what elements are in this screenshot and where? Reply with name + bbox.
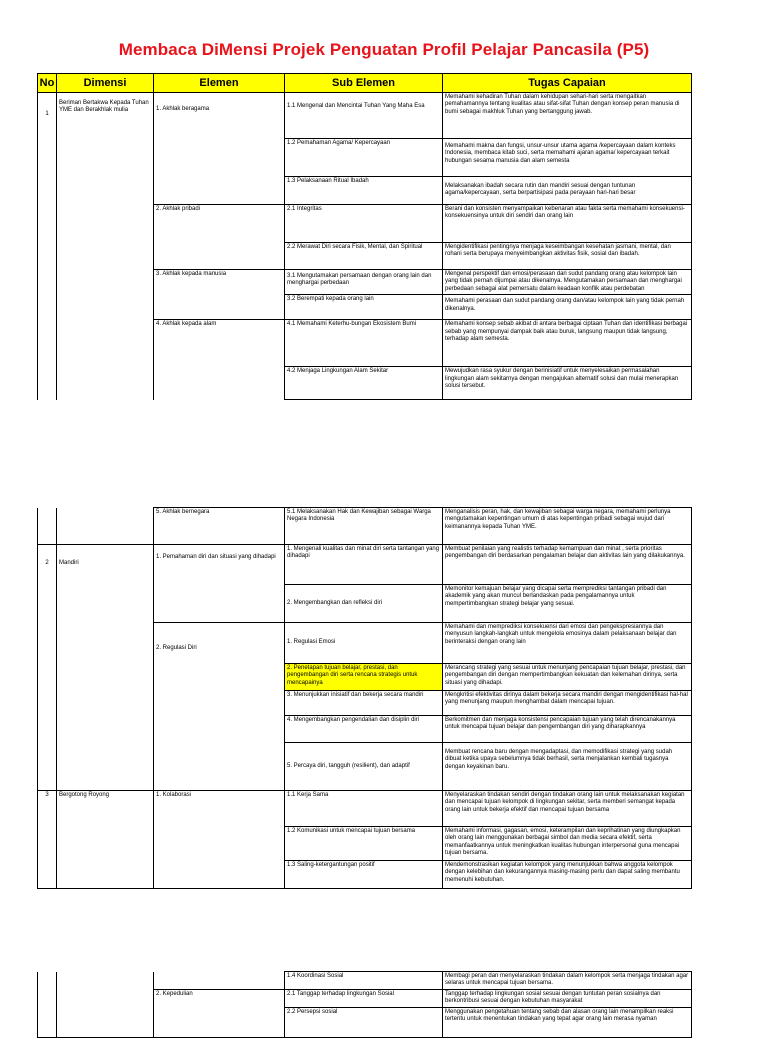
tugas-capaian-cell: Memahami makna dan fungsi, unsur-unsur utama agama /kepercayaan dalam konteks Indonesia, membaca kitab suci, serta memahami ajaran agama/ kepercayaan terkait hubungan sesama manusia dan alam semesta	[443, 139, 692, 177]
row-number: 1	[38, 93, 57, 400]
tugas-capaian-cell: Memahami informasi, gagasan, emosi, keterampilan dan keprihatinan yang diungkapkan oleh orang lain menggunakan berbagai simbol dan media secara efektif, serta memanfaatkannya untuk meningkatkan kualitas hubungan interpersonal guna mencapai tujuan bersama.	[443, 827, 692, 861]
sub-elemen-cell-highlighted: 2. Penetapan tujuan belajar, prestasi, dan pengembangan diri serta rencana strategis untuk mencapainya	[285, 664, 443, 691]
sub-elemen-cell: 1.1 Kerja Sama	[285, 791, 443, 827]
elemen-cell: 4. Akhlak kepada alam	[154, 320, 285, 400]
row-number: 2	[38, 545, 57, 791]
sub-elemen-cell: 4.2 Menjaga Lingkungan Alam Sekitar	[285, 367, 443, 400]
tugas-capaian-cell: Berkomitmen dan menjaga konsistensi pencapaian tujuan yang telah direncanakannya untuk mencapai tujuan belajar dan pengembangan diri yang diharapkannya	[443, 716, 692, 743]
sub-elemen-cell: 3.1 Mengutamakan persamaan dengan orang lain dan menghargai perbedaan	[285, 270, 443, 295]
row-number	[38, 972, 57, 1038]
sub-elemen-cell: 2.1 Integritas	[285, 205, 443, 243]
tugas-capaian-cell: Memahami perasaan dan sudut pandang orang dan/atau kelompok lain yang tidak pernah dikenalnya.	[443, 295, 692, 320]
tugas-capaian-cell: Membuat rencana baru dengan mengadaptasi, dan memodifikasi strategi yang sudah dibuat ketika upaya sebelumnya tidak berhasil, serta menjalankan kembali tugasnya dengan keyakinan baru.	[443, 743, 692, 791]
page-title: Membaca DiMensi Projek Penguatan Profil Pelajar Pancasila (P5)	[118, 40, 650, 59]
p5-table-page-2	[37, 507, 692, 889]
tugas-capaian-cell: Memahami kehadiran Tuhan dalam kehidupan sehari-hari serta mengaitkan pemahamannya tentang kualitas atau sifat-sifat Tuhan dengan konsep peran manusia di bumi sebagai makhluk Tuhan yang bertanggung jawab.	[443, 93, 692, 139]
elemen-cell: 3. Akhlak kepada manusia	[154, 270, 285, 320]
row-number	[38, 508, 57, 545]
dimensi-cell: Mandiri	[57, 545, 154, 791]
dimensi-cell	[57, 508, 154, 545]
sub-elemen-cell: 1.3 Pelaksanaan Ritual Ibadah	[285, 177, 443, 205]
tugas-capaian-cell: Merancang strategi yang sesuai untuk menunjang pencapaian tujuan belajar, prestasi, dan pengembangan diri dengan mempertimbangkan kekuatan dan kelemahan dirinya, serta situasi yang dihadapi.	[443, 664, 692, 691]
sub-elemen-cell: 4. Mengembangkan pengendalian dan disiplin diri	[285, 716, 443, 743]
tugas-capaian-cell: Melaksanakan ibadah secara rutin dan mandiri sesuai dengan tuntunan agama/kepercayaan, serta berpartisipasi pada perayaan hari-hari besar	[443, 177, 692, 205]
elemen-cell: 1. Pemahaman diri dan situasi yang dihadapi	[154, 545, 285, 623]
dimensi-cell: Beriman Bertakwa Kepada Tuhan YME dan Berakhlak mulia	[57, 93, 154, 400]
elemen-cell: 5. Akhlak bernegara	[154, 508, 285, 545]
sub-elemen-cell: 3. Menunjukkan inisiatif dan bekerja secara mandiri	[285, 691, 443, 716]
sub-elemen-cell: 1.2 Komunikasi untuk mencapai tujuan bersama	[285, 827, 443, 861]
tugas-capaian-cell: Mewujudkan rasa syukur dengan berinisiatif untuk menyelesaikan permasalahan lingkungan alam sekitarnya dengan mengajukan alternatif solusi dan mulai menerapkan solusi tersebut.	[443, 367, 692, 400]
sub-elemen-cell: 1. Regulasi Emosi	[285, 623, 443, 664]
tugas-capaian-cell: Mengkritisi efektivitas dirinya dalam bekerja secara mandiri dengan mengidentifikasi hal-hal yang menunjang maupun menghambat dalam mencapai tujuan.	[443, 691, 692, 716]
tugas-capaian-cell: Memahami konsep sebab akibat di antara berbagai ciptaan Tuhan dan identifikasi berbagai sebab yang mempunyai dampak baik atau buruk, langsung maupun tidak langsung, terhadap alam semesta.	[443, 320, 692, 367]
sub-elemen-cell: 2.1 Tanggap terhadap lingkungan Sosial	[285, 989, 443, 1007]
sub-elemen-cell: 1.4 Koordinasi Sosial	[285, 972, 443, 990]
p5-table-page-1	[37, 73, 692, 400]
header-dimensi: Dimensi	[57, 74, 154, 93]
elemen-cell: 2. Kepedulian	[154, 989, 285, 1037]
elemen-cell: 2. Regulasi Diri	[154, 623, 285, 791]
sub-elemen-cell: 1. Mengenali kualitas dan minat diri serta tantangan yang dihadapi	[285, 545, 443, 585]
tugas-capaian-cell: Tanggap terhadap lingkungan sosial sesuai dengan tuntutan peran sosialnya dan berkontribusi sesuai dengan kebutuhan masyarakat	[443, 989, 692, 1007]
sub-elemen-cell: 2. Mengembangkan dan refleksi diri	[285, 585, 443, 623]
header-elemen: Elemen	[154, 74, 285, 93]
elemen-cell: 1. Kolaborasi	[154, 791, 285, 889]
sub-elemen-cell: 1.3 Saling-ketergantungan positif	[285, 861, 443, 889]
dimensi-cell: Bergotong Royong	[57, 791, 154, 889]
tugas-capaian-cell: Menganalisis peran, hak, dan kewajiban sebagai warga negara, memahami perlunya mengutamakan kepentingan umum di atas kepentingan pribadi sebagai wujud dari keimanannya kepada Tuhan YME.	[443, 508, 692, 545]
tugas-capaian-cell: Menyelaraskan tindakan sendiri dengan tindakan orang lain untuk melaksanakan kegiatan dan mencapai tujuan kelompok di lingkungan sekitar, serta memberi semangat kepada orang lain untuk bekerja efektif dan mencapai tujuan bersama	[443, 791, 692, 827]
tugas-capaian-cell: Mengidentifikasi pentingnya menjaga keseimbangan kesehatan jasmani, mental, dan rohani serta berupaya menyeimbangkan aktivitas fisik, sosial dan ibadah.	[443, 243, 692, 270]
sub-elemen-cell: 1.2 Pemahaman Agama/ Kepercayaan	[285, 139, 443, 177]
sub-elemen-cell: 5.1 Melaksanakan Hak dan Kewajiban sebagai Warga Negara Indonesia	[285, 508, 443, 545]
tugas-capaian-cell: Menggunakan pengetahuan tentang sebab dan alasan orang lain menampilkan reaksi tertentu untuk menentukan tindakan yang tepat agar orang lain merasa nyaman	[443, 1007, 692, 1037]
tugas-capaian-cell: Memahami dan memprediksi konsekuensi dari emosi dan pengekspresiannya dan menyusun langkah-langkah untuk mengelola emosinya dalam pelaksanaan belajar dan berinteraksi dengan orang lain	[443, 623, 692, 664]
sub-elemen-cell: 4.1 Memahami Keterhu-bungan Ekosistem Bumi	[285, 320, 443, 367]
tugas-capaian-cell: Mendemonstrasikan kegiatan kelompok yang menunjukkan bahwa anggota kelompok dengan kelebihan dan kekurangannya masing-masing perlu dan dapat saling membantu memenuhi kebutuhan.	[443, 861, 692, 889]
header-no: No	[38, 74, 57, 93]
sub-elemen-cell: 1.1 Mengenal dan Mencintai Tuhan Yang Maha Esa	[285, 93, 443, 139]
header-sub-elemen: Sub Elemen	[285, 74, 443, 93]
p5-table-page-3	[37, 971, 692, 1038]
sub-elemen-cell: 5. Percaya diri, tangguh (resilient), dan adaptif	[285, 743, 443, 791]
sub-elemen-cell: 2.2 Persepsi sosial	[285, 1007, 443, 1037]
dimensi-cell	[57, 972, 154, 1038]
tugas-capaian-cell: Membagi peran dan menyelaraskan tindakan dalam kelompok serta menjaga tindakan agar selaras untuk mencapai tujuan bersama.	[443, 972, 692, 990]
elemen-cell: 2. Akhlak pribadi	[154, 205, 285, 270]
sub-elemen-cell: 2.2 Merawat Diri secara Fisik, Mental, dan Spiritual	[285, 243, 443, 270]
header-tugas-capaian: Tugas Capaian	[443, 74, 692, 93]
tugas-capaian-cell: Berani dan konsisten menyampaikan kebenaran atau fakta serta memahami konsekuensi- konsekuensinya untuk diri sendiri dan orang lain	[443, 205, 692, 243]
tugas-capaian-cell: Mengenal perspektif dan emosi/perasaan dari sudut pandang orang atau kelompok lain yang tidak pernah dijumpai atau dikenalnya. Mengutamakan persamaan dan menghargai perbedaan sebagai alat pemersatu dalam keadaan konflik atau perdebatan	[443, 270, 692, 295]
sub-elemen-cell: 3.2 Berempati kepada orang lain	[285, 295, 443, 320]
elemen-cell	[154, 972, 285, 990]
tugas-capaian-cell: Memonitor kemajuan belajar yang dicapai serta memprediksi tantangan pribadi dan akademik yang akan muncul berlandaskan pada pengalamannya untuk mempertimbangkan strategi belajar yang sesuai.	[443, 585, 692, 623]
tugas-capaian-cell: Membuat penilaian yang realistis terhadap kemampuan dan minat , serta prioritas pengembangan diri berdasarkan pengalaman belajar dan aktivitas lain yang dilakukannya.	[443, 545, 692, 585]
row-number: 3	[38, 791, 57, 889]
elemen-cell: 1. Akhlak beragama	[154, 93, 285, 205]
